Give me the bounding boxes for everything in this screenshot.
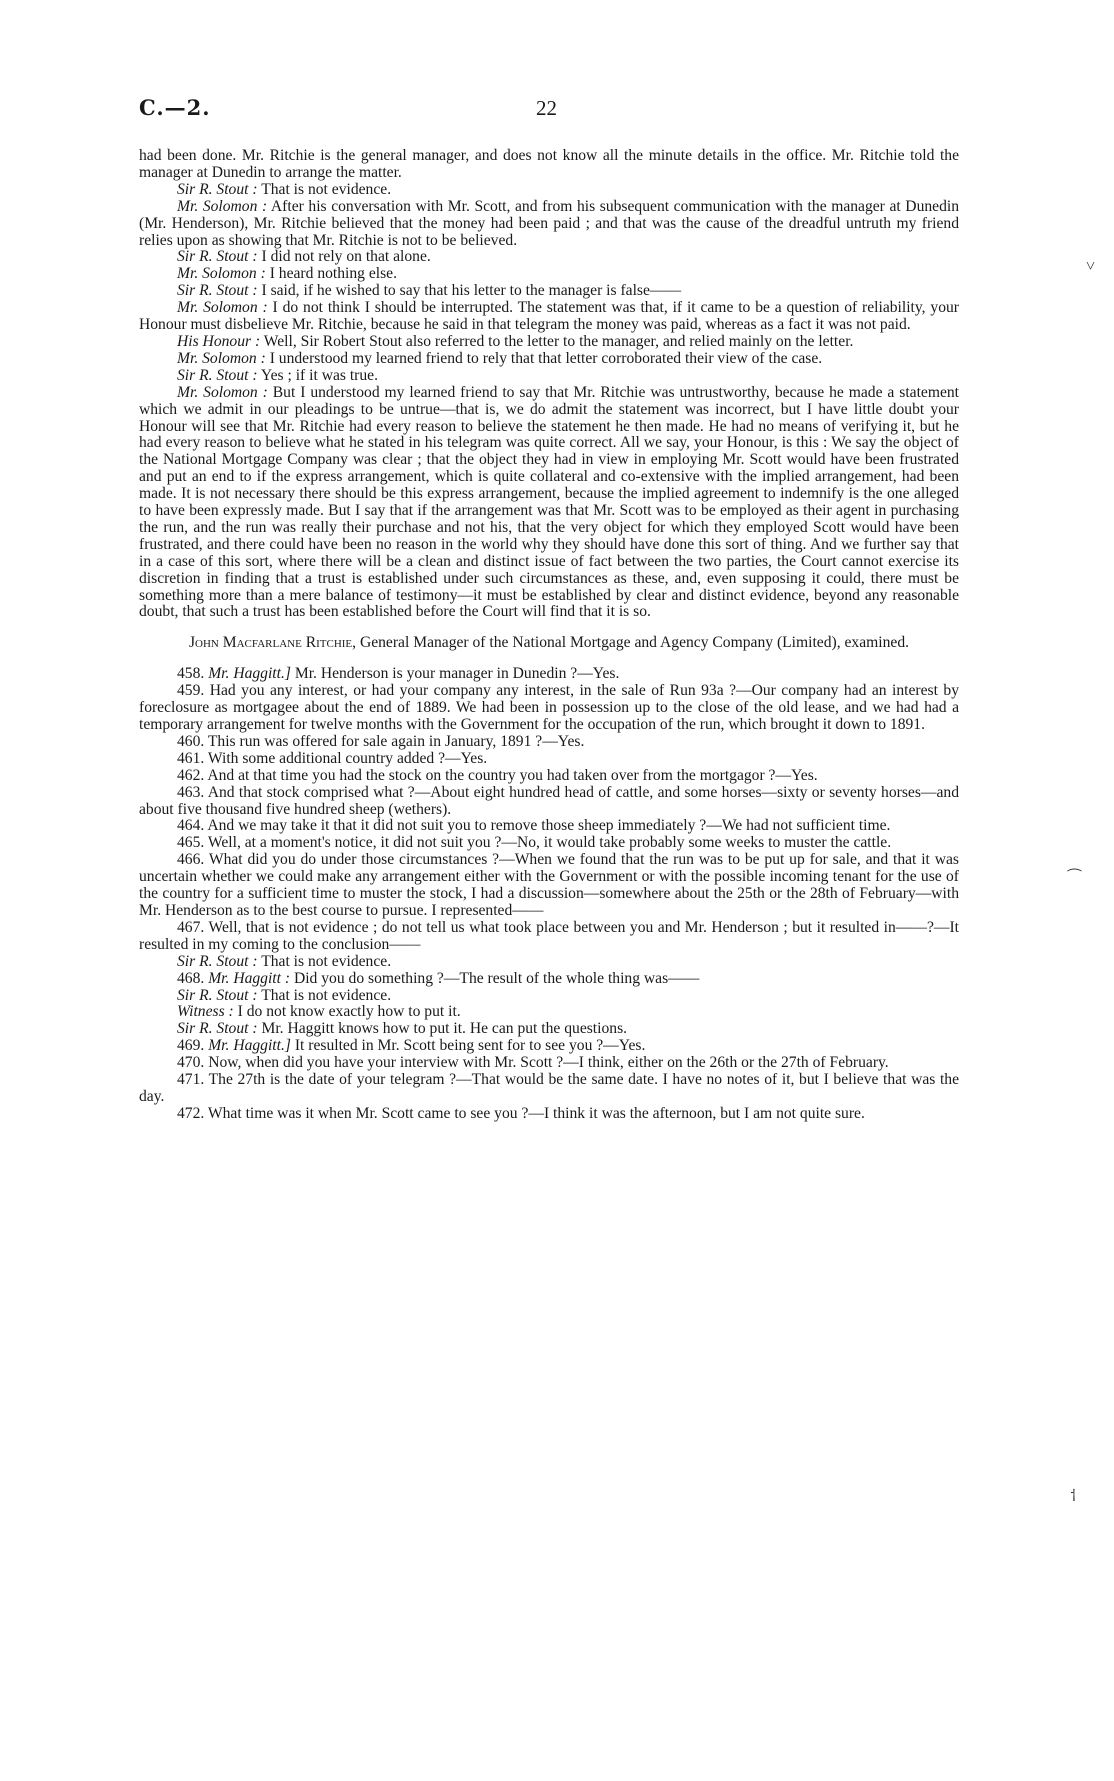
speaker: Sir R. Stout :: [177, 248, 258, 266]
speaker: Mr. Haggitt.]: [208, 1037, 291, 1055]
qa-item: 461. With some additional country added ?—Yes.: [177, 749, 488, 767]
paragraph: His Honour : Well, Sir Robert Stout also referred to the letter to the manager, and relied mainly on the letter.: [177, 332, 854, 350]
speaker: His Honour :: [177, 332, 261, 350]
paragraph: Sir R. Stout : I said, if he wished to say that his letter to the manager is false——: [177, 282, 682, 300]
witness-description: , General Manager of the National Mortgage and Agency Company (Limited), examined.: [352, 634, 910, 652]
speaker: Mr. Haggitt :: [208, 969, 291, 987]
paragraph: Mr. Solomon : I understood my learned friend to rely that that letter corroborated their view of the case.: [177, 349, 823, 367]
paragraph: had been done. Mr. Ritchie is the general manager, and does not know all the minute details in the office. Mr. Ritchie told the manager at Dunedin to arrange the matter.: [139, 147, 959, 181]
speaker: Sir R. Stout :: [177, 986, 258, 1004]
paragraph: Mr. Solomon : But I understood my learned friend to say that Mr. Ritchie was untrustworthy, because he made a statement which we admit in our pleadings to be untrue—that is, we do admit the statement was incorrect, but I have little doubt your Honour will see that Mr. Ritchie had every reason to believe the statement he then made. He had no means of verifying it, but he had every reason to believe what he stated in his telegram was quite correct. All we say, your Honour, is this : We say the object of the National Mortgage Company was clear ; that the object they had in view in employing Mr. Scott would have been frustrated and put an end to if the express arrangement, which is quite collateral and co-extensive with the implied arrangement, had been made. It is not necessary there should be this express arrangement, because the implied agreement to indemnify is the one alleged to have been expressly made. But I say that if the arrangement was that Mr. Scott was to be employed as their agent in purchasing the run, and the run was really their purchase and not his, that the very object for which they employed Scott would have been frustrated, and there could have been no reason in the world why they should have done this sort of thing. And we further say that in a case of this sort, where there will be a clean and distinct issue of fact between the two parties, the Court cannot exercise its discretion in finding that a trust is established under such circumstances as these, and, even supposing it could, there must be something more than a mere balance of testimony—it must be established by clear and distinct evidence, beyond any reasonable doubt, that such a trust has been established before the Court will find that it is so.: [139, 383, 960, 621]
speaker: Sir R. Stout :: [177, 180, 258, 198]
paragraph: Mr. Solomon : I do not think I should be interrupted. The statement was that, if it came to be a question of reliability, your Honour must disbelieve Mr. Ritchie, because he said in that telegram the money was paid, whereas as a fact it was not paid.: [139, 299, 959, 334]
qa-item: 471. The 27th is the date of your telegram ?—That would be the same date. I have no notes of it, but I believe that was the day.: [139, 1071, 959, 1105]
speaker: Witness :: [177, 1003, 234, 1021]
paragraph: Sir R. Stout : Yes ; if it was true.: [177, 366, 378, 384]
qa-item: Witness : I do not know exactly how to put it.: [177, 1003, 461, 1021]
qa-item: 468. Mr. Haggitt : Did you do something ?—The result of the whole thing was——: [177, 969, 700, 987]
paragraph: Mr. Solomon : After his conversation with Mr. Scott, and from his subsequent communication with the manager at Dunedin (Mr. Henderson), Mr. Ritchie believed that the money had been paid ; and that was the cause of the dreadful untruth my friend relies upon as showing that Mr. Ritchie is not to be believed.: [139, 197, 960, 249]
paragraph: Mr. Solomon : I heard nothing else.: [177, 265, 398, 283]
witness-heading: [139, 635, 959, 652]
qa-item: 459. Had you any interest, or had your company any interest, in the sale of Run 93a ?—Our company had an interest by foreclosure as mortgagee about the end of 1889. We had been in possession up to the close of the old lease, and we had had a temporary arrangement for twelve months with the Government for the occupation of the run, which brought it down to 1891.: [139, 682, 959, 733]
qa-item: 469. Mr. Haggitt.] It resulted in Mr. Scott being sent for to see you ?—Yes.: [177, 1037, 646, 1055]
speaker: Mr. Solomon :: [177, 197, 268, 215]
speaker: Mr. Solomon :: [177, 349, 266, 367]
qa-item: 463. And that stock comprised what ?—About eight hundred head of cattle, and some horses—sixty or seventy horses—and about five thousand five hundred sheep (wethers).: [139, 783, 959, 818]
document-code: C.—2.: [139, 95, 211, 120]
qa-item: 460. This run was offered for sale again in January, 1891 ?—Yes.: [177, 732, 585, 750]
document-body: [139, 148, 959, 1123]
qa-item: Sir R. Stout : That is not evidence.: [177, 952, 392, 970]
speaker: Mr. Solomon :: [177, 299, 268, 317]
paragraph: Sir R. Stout : I did not rely on that alone.: [177, 248, 431, 266]
margin-mark-icon: ˅: [1086, 258, 1096, 275]
qa-item: 462. And at that time you had the stock on the country you had taken over from the mortgagor ?—Yes.: [177, 766, 818, 784]
speaker: Sir R. Stout :: [177, 282, 258, 300]
margin-mark-icon: ⁀: [1068, 870, 1081, 887]
speaker: Sir R. Stout :: [177, 1020, 258, 1038]
margin-mark-icon: ⸶: [1070, 1488, 1077, 1505]
speaker: Mr. Solomon :: [177, 265, 266, 283]
qa-item: 470. Now, when did you have your interview with Mr. Scott ?—I think, either on the 26th or the 27th of February.: [177, 1054, 889, 1072]
speaker: Sir R. Stout :: [177, 952, 258, 970]
witness-name: John Macfarlane Ritchie: [188, 634, 353, 652]
qa-item: Sir R. Stout : Mr. Haggitt knows how to put it. He can put the questions.: [177, 1020, 628, 1038]
qa-item: 466. What did you do under those circumstances ?—When we found that the run was to be put up for sale, and that it was uncertain whether we could make any arrangement either with the Government or with the possible incoming tenant for the use of the country for a sufficient time to muster the stock, I had a discussion—somewhere about the 25th or the 28th of February—with Mr. Henderson as to the best course to pursue. I represented——: [139, 851, 959, 919]
qa-item: 465. Well, at a moment's notice, it did not suit you ?—No, it would take probably some weeks to muster the cattle.: [177, 834, 892, 852]
speaker: Mr. Haggitt.]: [208, 665, 291, 683]
paragraph: Sir R. Stout : That is not evidence.: [177, 180, 392, 198]
speaker: Sir R. Stout :: [177, 366, 258, 384]
qa-item: 467. Well, that is not evidence ; do not tell us what took place between you and Mr. Henderson ; but it resulted in——?—It resulted in my coming to the conclusion——: [139, 918, 959, 953]
qa-item: Sir R. Stout : That is not evidence.: [177, 986, 392, 1004]
qa-item: 472. What time was it when Mr. Scott came to see you ?—I think it was the afternoon, but I am not quite sure.: [177, 1104, 865, 1122]
page-number: 22: [536, 96, 557, 120]
qa-item: 458. Mr. Haggitt.] Mr. Henderson is your manager in Dunedin ?—Yes.: [177, 665, 620, 683]
qa-item: 464. And we may take it that it did not suit you to remove those sheep immediately ?—We had not sufficient time.: [177, 817, 891, 835]
speaker: Mr. Solomon :: [177, 383, 268, 401]
